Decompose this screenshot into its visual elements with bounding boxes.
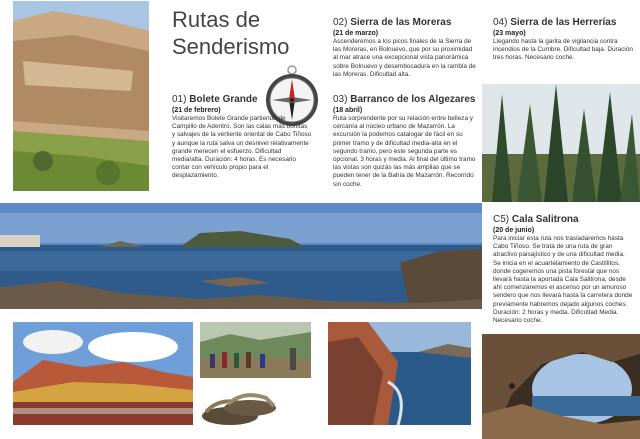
route-04-date: (23 mayo) <box>493 30 526 37</box>
route-02-text: Ascenderemos a los picos finales de la Sierra de las Moreras, en Bolnuevo, que por su proximidad al mar atrace una excepcional vista panorámica sobre Bolnuevo y desembocadura en la rambla de las Moreras. Dificultad alta. <box>333 38 476 78</box>
photo-panorama <box>0 203 482 309</box>
photo-hikers <box>200 322 311 378</box>
route-02 <box>333 17 476 79</box>
route-01-text: Visitaremos Bolete Grande partiendo de Campillo de Adentro. Son las calas más bonitas y salvajes de la vertiente oriental de Cabo Tiñoso y aunque la ruta salva un desnivel relativamente grande merecen el esfuerzo. Dificultad media/alta. Duración: 4 horas. Es necesario contar con vehículo propio para el desplazamiento. <box>172 115 312 180</box>
photo-cave <box>482 334 640 439</box>
route-01-date: (21 de febrero) <box>172 107 221 114</box>
route-01-title: 01) Bolete Grande <box>172 94 258 105</box>
route-02-title: 02) Sierra de las Moreras <box>333 17 452 28</box>
route-05-text: Para iniciar esta ruta nos trasladaremos hasta Cabo Tiñoso. Se trata de una ruta de gran atractivo paisajístico y de una dificultad media. Se inicia en el acuartelamiento de Castillitos, donde cogeremos una pista forestal que nos llevará hasta la aportada Cala Salitrona, desde ahí comenzaremos el ascenso por un amuroso sendero que nos llevará hasta la carretera donde previamente habremos dejado algunos coches. Duración: 2 horas y media. Dificultad Media. Necesario coche. <box>493 235 633 325</box>
route-05 <box>493 214 633 325</box>
route-04-title: 04) Sierra de las Herrerías <box>493 17 617 28</box>
route-04 <box>493 17 633 63</box>
photo-cove <box>328 322 471 425</box>
route-04-text: Llegando hasta la garita de vigilancia contra incendios de la Cumbre. Dificultad baja. Duración tres horas. Necesario coche. <box>493 38 633 62</box>
photo-sandals <box>200 382 280 432</box>
photo-forest <box>482 84 640 202</box>
route-03-date: (18 abril) <box>333 107 363 114</box>
route-03-text: Ruta sorprendente por su relación entre belleza y cercanía al núcleo urbano de Mazarrón. La excursión la podemos catalogar de fácil en su primer tramo y de dificultad media-alta en el segundo tramo, pero este segunda parte es opcional. 3 horas y media. Al final del último tramo las vistas son quizás las más amplias que se pueden tener de la Bahía de Mazarrón. Recorrido sin coche. <box>333 115 476 188</box>
route-05-date: (20 de junio) <box>493 227 535 234</box>
route-03 <box>333 94 476 189</box>
route-03-title: 03) Barranco de los Algezares <box>333 94 476 105</box>
route-01 <box>172 94 312 181</box>
route-05-title: C5) Cala Salitrona <box>493 214 579 225</box>
page-title: Rutas de Senderismo <box>172 7 290 59</box>
route-02-date: (21 de marzo) <box>333 30 379 37</box>
photo-cliff <box>13 1 149 191</box>
photo-red-hills <box>13 322 193 425</box>
